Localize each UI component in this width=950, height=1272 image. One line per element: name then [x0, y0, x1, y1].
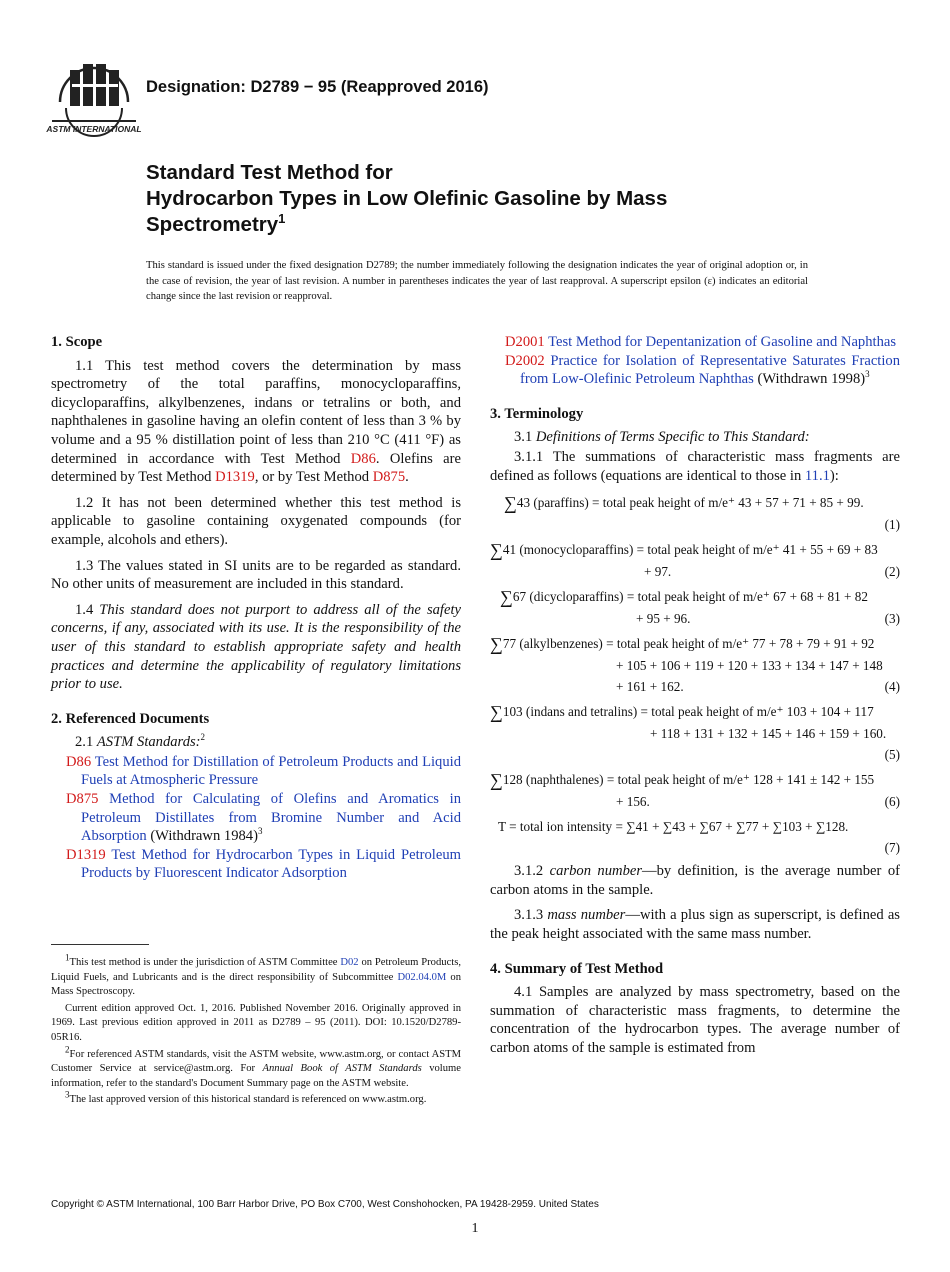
carbon-number-definition: 3.1.2 carbon number—by definition, is the average number of carbon atoms in the sample.	[490, 863, 900, 898]
scope-paragraph-4: 1.4 This standard does not purport to address all of the safety concerns, if any, associated with its use. It is the responsibility of the user of this standard to establish appropriate safety and health practices and determine the applicability of regulatory limitations prior to use.	[51, 601, 461, 693]
reference-item[interactable]: D2001 Test Method for Depentanization of Gasoline and Naphthas	[505, 334, 897, 350]
page-number: 1	[471, 1221, 479, 1236]
title-footnote-ref[interactable]: 1	[278, 211, 286, 227]
title-line-2: Hydrocarbon Types in Low Olefinic Gasoline by Mass	[146, 187, 668, 210]
footnote-ref-2[interactable]: 2	[200, 732, 206, 743]
footnote-1-edition: Current edition approved Oct. 1, 2016. Published November 2016. Originally approved in 1969. Last previous edition approved in 2011 as D2789 – 95 (2011). DOI: 10.1520/D2789-05R16.	[51, 1002, 461, 1043]
copyright: Copyright © ASTM International, 100 Barr Harbor Drive, PO Box C700, West Conshohocken, PA 19428-2959. United States	[51, 1199, 599, 1210]
equation-3: ∑67 (dicycloparaffins) = total peak height of m/e⁺ 67 + 68 + 81 + 82 + 95 + 96. (3)	[500, 587, 900, 627]
footnote-3: $^3$The last approved version of this historical standard is referenced on www.astm.org.	[65, 1089, 427, 1106]
designation: Designation: D2789 − 95 (Reapproved 2016)	[146, 78, 489, 96]
referenced-heading: 2. Referenced Documents	[51, 710, 210, 727]
astm-standards-label: 2.1 ASTM Standards:$^2$	[75, 732, 206, 751]
logo-text: ASTM INTERNATIONAL	[46, 124, 142, 134]
footnotes	[51, 952, 462, 1110]
committee-d02-link[interactable]: D02	[340, 957, 359, 968]
summary-paragraph-1: 4.1 Samples are analyzed by mass spectrometry, based on the summation of characteristic mass fragments, to determine the concentration of the hydrocarbon types. The average number of carbon atoms of the sample is estimated from	[490, 984, 900, 1056]
astm-logo	[46, 58, 142, 134]
d875-link[interactable]: D875	[372, 469, 406, 486]
reference-item[interactable]: D86 Test Method for Distillation of Petroleum Products and Liquid Fuels at Atmospheric Pressure	[66, 753, 461, 789]
footnote-divider	[51, 944, 149, 945]
terminology-summations: 3.1.1 The summations of characteristic mass fragments are defined as follows (equations are identical to those in 11.1):	[490, 448, 900, 484]
reference-item[interactable]: D2002 Practice for Isolation of Representative Saturates Fraction from Low-Olefinic Petroleum Naphthas (Withdrawn 1998)$^3$	[505, 352, 900, 388]
subcommittee-link[interactable]: D02.04.0M	[397, 971, 447, 983]
reference-item[interactable]: D875 Method for Calculating of Olefins and Aromatics in Petroleum Distillates from Bromine Number and Acid Absorption (Withdrawn 1984)$^3$	[66, 791, 461, 845]
equation-4: ∑77 (alkylbenzenes) = total peak height of m/e⁺ 77 + 78 + 79 + 91 + 92 + 105 + 106 + 119 + 120 + 133 + 134 + 147 + 148 + 161 + 162. (4)	[490, 634, 900, 695]
left-column	[51, 333, 461, 883]
right-column	[490, 333, 900, 1065]
equation-6: ∑128 (naphthalenes) = total peak height of m/e⁺ 128 + 141 ± 142 + 155 + 156. (6)	[490, 770, 900, 810]
terminology-heading: 3. Terminology	[490, 405, 584, 422]
terminology-definitions: 3.1 Definitions of Terms Specific to This Standard:	[514, 429, 810, 446]
title-line-3: Spectrometry$^1$	[146, 211, 286, 236]
document-title	[146, 160, 846, 238]
equation-7: T = total ion intensity = ∑41 + ∑43 + ∑67 + ∑77 + ∑103 + ∑128. (7)	[498, 819, 900, 856]
issuance-notice: This standard is issued under the fixed designation D2789; the number immediately following the designation indicates the year of original adoption or, in the case of revision, the year of last revision. A number in parentheses indicates the year of last reapproval. A superscript epsilon (ε) indicates an editorial change since the last revision or reapproval.	[146, 260, 808, 302]
scope-heading: 1. Scope	[51, 334, 103, 350]
scope-paragraph-3: 1.3 The values stated in SI units are to be regarded as standard. No other units of measurement are included in this standard.	[51, 557, 461, 593]
footnote-2: $^2$For referenced ASTM standards, visit the ASTM website, www.astm.org, or contact ASTM Customer Service at service@astm.org. For Annual Book of ASTM Standards volume information, refer to the standard's Document Summary page on the ASTM website.	[51, 1044, 461, 1089]
title-line-1: Standard Test Method for	[146, 161, 393, 184]
section-11-1-link[interactable]: 11.1	[804, 467, 830, 484]
equation-5: ∑103 (indans and tetralins) = total peak height of m/e⁺ 103 + 104 + 117 + 118 + 131 + 132 + 145 + 146 + 159 + 160. (5)	[490, 702, 900, 763]
mass-number-definition: 3.1.3 mass number—with a plus sign as superscript, is defined as the peak height associated with the same mass number.	[490, 907, 900, 942]
scope-paragraph-2: 1.2 It has not been determined whether this test method is applicable to gasoline containing oxygenated compounds (for example, alcohols and ethers).	[51, 494, 461, 548]
d1319-link[interactable]: D1319	[215, 469, 255, 486]
equation-2: ∑41 (monocycloparaffins) = total peak height of m/e⁺ 41 + 55 + 69 + 83 + 97. (2)	[490, 540, 900, 580]
d86-link[interactable]: D86	[350, 450, 376, 467]
footnote-1: $^1$This test method is under the jurisdiction of ASTM Committee D02 on Petroleum Products, Liquid Fuels, and Lubricants and is the direct responsibility of Subcommittee D02.04.0M on Mass Spectroscopy.	[51, 952, 462, 998]
reference-item[interactable]: D1319 Test Method for Hydrocarbon Types in Liquid Petroleum Products by Fluorescent Indicator Adsorption	[66, 846, 461, 882]
equation-1: ∑43 (paraffins) = total peak height of m/e⁺ 43 + 57 + 71 + 85 + 99. (1)	[504, 493, 900, 533]
summary-heading: 4. Summary of Test Method	[490, 960, 664, 977]
scope-paragraph-1: 1.1 This test method covers the determination by mass spectrometry of the total paraffins, monocycloparaffins, dicycloparaffins, alkylbenzenes, indans or tetralins or both, and naphthalenes in gasoline having an olefin content of less than 3 % by volume and a 95 % distillation point of less than 210 °C (411 °F) as determined in accordance with Test Method D86. Olefins are determined by Test Method D1319, or by Test Method D875.	[51, 357, 461, 486]
